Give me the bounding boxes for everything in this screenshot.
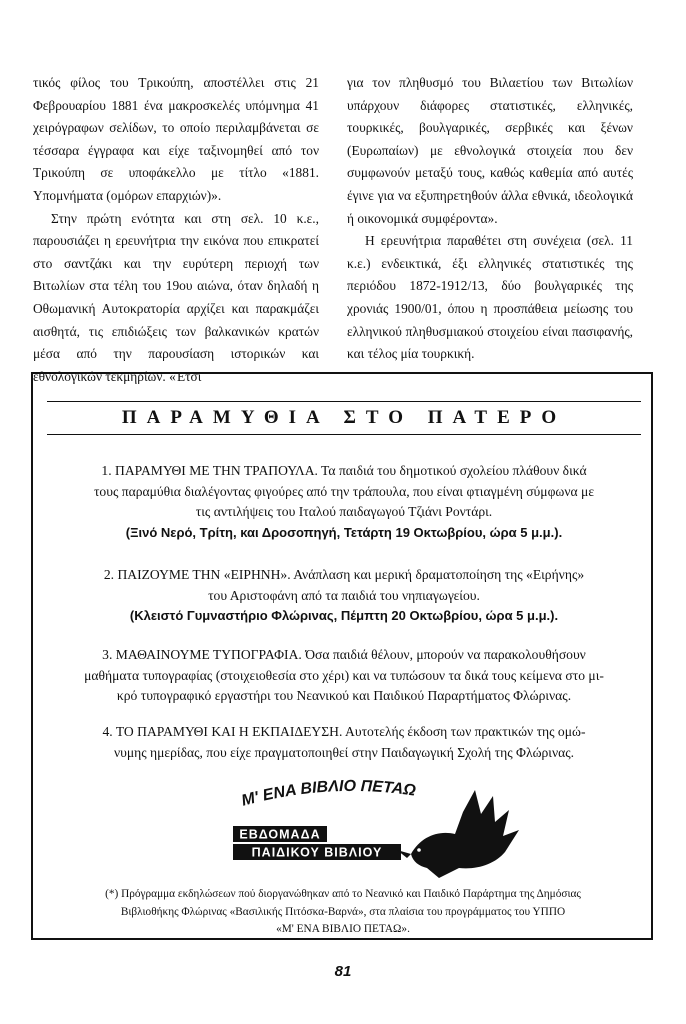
box-title: ΠΑΡΑΜΥΘΙΑ ΣΤΟ ΠΑΤΕΡΟ <box>47 401 641 435</box>
footnote <box>53 886 633 939</box>
item-1-line-3: τις αντιλήψεις του Ιταλού παιδαγωγού Τζιάνι Ροντάρι. <box>195 504 493 519</box>
event-item-4 <box>47 722 641 763</box>
item-3-line-1: 3. ΜΑΘΑΙΝΟΥΜΕ ΤΥΠΟΓΡΑΦΙΑ. Όσα παιδιά θέλουν, μπορούν να παρακολουθήσουν <box>102 647 586 662</box>
item-4-line-2: νυμης ημερίδας, που είχε πραγματοποιηθεί στην Παιδαγωγική Σχολή της Φλώρινας. <box>113 744 575 760</box>
item-4-line-1: 4. ΤΟ ΠΑΡΑΜΥΘΙ ΚΑΙ Η ΕΚΠΑΙΔΕΥΣΗ. Αυτοτελής έκδοση των πρακτικών της ομώ- <box>102 724 586 739</box>
right-paragraph-1: για τον πληθυσμό του Βιλαετίου των Βιτωλίων υπάρχουν διάφορες στατιστικές, ελληνικές, τουρκικές, βουλγαρικές, σερβικές και ξένων (Ευρωπαίων) με εθνολογικά στοιχεία που δεν συμφωνούν μεταξύ τους, καθώς καθεμία από αυτές έγινε για να εξυπηρετηθούν άλλα εθνικά, ιδεολογικά ή οικονομικά συμφέροντα». <box>347 75 633 226</box>
bird-icon <box>397 790 519 878</box>
item-3-line-2: μαθήματα τυπογραφίας (στοιχειοθεσία στο χέρι) και να τυπώσουν τα δικά τους κείμενα στο μι- <box>84 667 604 683</box>
footnote-line-2: Βιβλιοθήκης Φλώρινας «Βασιλικής Πιτόσκα-Βαρνά», στα πλαίσια του προγράμματος του ΥΠΠΟ <box>120 905 566 918</box>
right-column <box>347 72 633 366</box>
left-column <box>33 72 319 388</box>
item-1-venue: (Ξινό Νερό, Τρίτη, και Δροσοπηγή, Τετάρτη 19 Οκτωβρίου, ώρα 5 μ.μ.). <box>125 524 563 540</box>
page-number: 81 <box>334 963 352 980</box>
left-paragraph-1: τικός φίλος του Τρικούπη, αποστέλλει στις 21 Φεβρουαρίου 1881 ένα μακροσκελές υπόμνημα 41 χειρόγραφων σελίδων, το οποίο περιλαμβάνεται σε τέσσαρα έγγραφα και είχε ταξινομηθεί από τον Τρικούπη σε υποφάκελλο με τίτλο «1881. Υπομνήματα (ομόρων επαρχιών)». <box>33 75 319 203</box>
item-2-line-1: 2. ΠΑΙΖΟΥΜΕ ΤΗΝ «ΕΙΡΗΝΗ». Ανάπλαση και μερική δραματοποίηση της «Ειρήνης» <box>103 567 585 582</box>
logo-arc-text: Μ' ΕΝΑ ΒΙΒΛΙΟ ΠΕΤΑΩ <box>239 777 417 810</box>
book-week-logo <box>193 772 523 882</box>
item-1-line-2: τους παραμύθια διαλέγοντας φιγούρες από την τράπουλα, που είναι φτιαγμένη σύμφωνα με <box>93 483 595 499</box>
left-paragraph-2: Στην πρώτη ενότητα και στη σελ. 10 κ.ε., παρουσιάζει η ερευνήτρια την εικόνα που επικρατεί στο σαντζάκι και την ευρύτερη περιοχή των Βιτωλίων στα τέλη του 19ου αιώνα, όταν δηλαδή η Οθωμανική Αυτοκρατορία αρχίζει και παρακμάζει αισθητά, τις επιδιώξεις των βαλκανικών κρατών μέσα από την παρουσίαση ιστορικών και εθνολογικών τεκμηρίων. «Έτσι <box>33 210 319 384</box>
footnote-line-3: «Μ' ΕΝΑ ΒΙΒΛΙΟ ΠΕΤΑΩ». <box>276 923 410 935</box>
item-1-line-1: 1. ΠΑΡΑΜΥΘΙ ΜΕ ΤΗΝ ΤΡΑΠΟΥΛΑ. Τα παιδιά του δημοτικού σχολείου πλάθουν δικά <box>101 463 587 478</box>
item-2-line-2: του Αριστοφάνη από τα παιδιά του νηπιαγωγείου. <box>208 587 480 603</box>
event-item-1 <box>47 461 641 543</box>
right-paragraph-2: Η ερευνήτρια παραθέτει στη συνέχεια (σελ. 11 κ.ε.) ενδεικτικά, έξι ελληνικές στατιστικές της περιόδου 1872-1912/13, δύο βουλγαρικές της χρονιάς 1900/01, όπου η προσπάθεια μείωσης του ελληνικού πληθυσμιακού στοιχείου είναι πασιφανής, και τέλος μία τουρκική. <box>347 233 633 362</box>
event-box <box>31 372 653 940</box>
event-item-3 <box>47 645 641 707</box>
logo-label-line-2: ΠΑΙΔΙΚΟΥ ΒΙΒΛΙΟΥ <box>251 845 383 860</box>
footnote-line-1: (*) Πρόγραμμα εκδηλώσεων πού διοργανώθηκαν από το Νεανικό και Παιδικό Παράρτημα της Δημόσιας <box>105 888 581 900</box>
logo-label-line-1: ΕΒΔΟΜΑΔΑ <box>239 827 321 842</box>
item-3-line-3: κρό τυπογραφικό εργαστήρι του Νεανικού και Παιδικού Παραρτήματος Φλώρινας. <box>116 688 572 703</box>
event-item-2 <box>47 565 641 627</box>
item-2-venue: (Κλειστό Γυμναστήριο Φλώρινας, Πέμπτη 20 Οκτωβρίου, ώρα 5 μ.μ.). <box>129 608 559 623</box>
